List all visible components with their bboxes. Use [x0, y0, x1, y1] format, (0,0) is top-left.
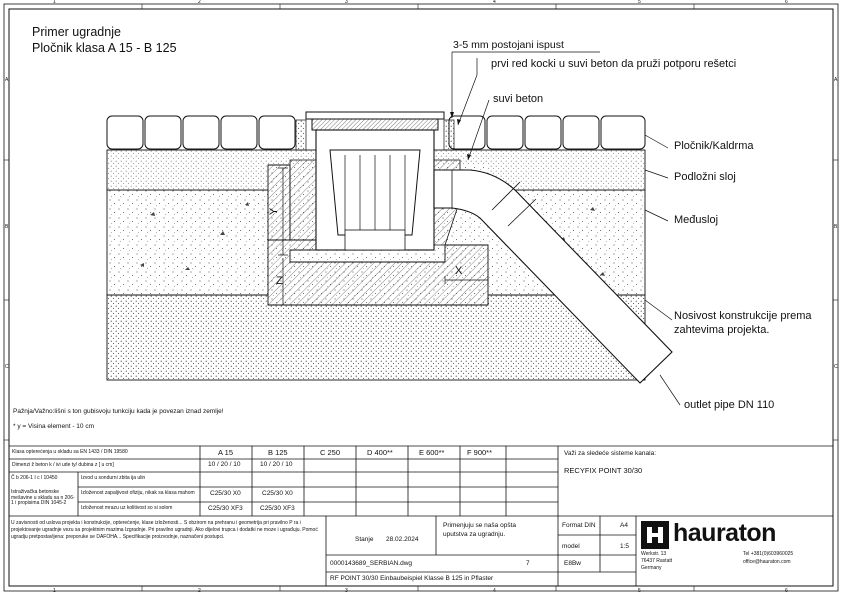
grid-row-a: A	[5, 77, 9, 83]
grid-col-5: 5	[638, 0, 641, 5]
grid-row-b-right: B	[834, 224, 838, 230]
dim-x-label: X	[455, 265, 463, 277]
grid-col-6: 6	[785, 0, 788, 5]
row4-b125: C25/30 XF3	[260, 505, 295, 512]
callout-dry-concrete: suvi beton	[493, 93, 544, 105]
class-e600: E 600**	[419, 448, 445, 457]
instructions-line-2: uputstva za ugradnju.	[443, 531, 506, 538]
grid-row-b: B	[5, 224, 9, 230]
grid-row-a-right: A	[834, 77, 838, 83]
grid-col-6-bottom: 6	[785, 588, 788, 594]
title-line-2: Pločnik klasa A 15 - B 125	[32, 41, 177, 55]
company-name: hauraton	[673, 519, 776, 547]
drawing-code: E8Bw	[564, 560, 581, 567]
grid-col-4-bottom: 4	[493, 588, 496, 594]
class-f900: F 900**	[467, 448, 493, 457]
side-label-b: Istraživačka betonske mešavine u skladu sa n 206-1 i propisima DIN 1045-2	[11, 489, 75, 506]
bearing-layer	[107, 295, 645, 380]
dim-z-label: Z	[276, 275, 283, 287]
file-name: 0000143689_SERBIAN.dwg	[330, 560, 413, 567]
callout-pavement: Pločnik/Kaldrma	[674, 140, 754, 152]
row1-label: Dimenzi ž beton k / ivi ude ty/ dubina z [ u cm]	[12, 462, 114, 468]
grating	[312, 118, 438, 130]
title-line-1: Primer ugradnje	[32, 25, 121, 39]
company-address-2: 76437 Rastatt	[641, 558, 673, 564]
row1-b125: 10 / 20 / 10	[260, 461, 293, 468]
callout-outlet: outlet pipe DN 110	[684, 399, 775, 411]
grid-col-2: 2	[198, 0, 201, 5]
warning-note: Pažnja/Važno:lišni s ton gubisvoju tunkciju kada je povezan iznad zemlje!	[13, 408, 224, 415]
callout-bearing-2: zahtevima projekta.	[674, 324, 770, 336]
class-b125: B 125	[268, 448, 288, 457]
footnote: U zavisnosti od uslova projekta i konstrukcije, opterećenje, klase izloženosti... S obzirom na prehranu i geometrija pri pravilno P ra i projektovanje ugradnje vezu sa projektnim mazima Izgradnje. Pri pravilno ugradnji. Ako dijelovi trupca i dodatki ne moze i ugrađuju. Pomoć ugradju pretpostavljena: preporuke se DAFOHA... Specifikacije proizvodnje, naznačeni postupci.	[11, 520, 318, 540]
row3-b125: C25/30 X0	[262, 490, 293, 497]
table-header-label: Klasa opterećenja u skladu sa EN 1433 / DIN 19580	[12, 449, 128, 455]
model-label: model	[562, 543, 580, 550]
hauraton-logo-mark	[641, 521, 669, 549]
format-value: A4	[620, 522, 628, 529]
grid-col-5-bottom: 5	[638, 588, 641, 594]
drawing-title: RF POINT 30/30 Einbaubeispiel Klasse B 125 in Pflaster	[330, 575, 494, 582]
grating-frame	[306, 112, 444, 119]
page-number: 7	[526, 560, 530, 567]
dim-y-label: Y	[268, 207, 281, 216]
grid-col-1-bottom: 1	[53, 588, 56, 594]
company-address-3: Germany	[641, 565, 662, 571]
grid-row-c-right: C	[834, 364, 838, 370]
grid-row-c: C	[5, 364, 9, 370]
scale-value: 1:5	[620, 543, 630, 550]
system-label: Važi za sledeće sisteme kanala:	[564, 450, 657, 457]
system-value: RECYFIX POINT 30/30	[564, 466, 643, 475]
format-label: Format DIN	[562, 522, 596, 529]
grid-col-2-bottom: 2	[198, 588, 201, 594]
date-value: 28.02.2024	[386, 536, 419, 543]
stanje-label: Stanje	[355, 536, 374, 543]
row3-label: Izloženost zapaljivost ofiziju, nikak sa klasa mahom	[81, 490, 195, 496]
height-note: * y = Visina element - 10 cm	[13, 423, 94, 430]
dry-concrete-right	[444, 120, 454, 150]
left-haunch	[268, 165, 290, 240]
grid-col-3-bottom: 3	[345, 588, 348, 594]
callout-gap: 3-5 mm postojani ispust	[453, 39, 564, 51]
class-a15: A 15	[218, 448, 234, 457]
row3-a15: C25/30 X0	[210, 490, 241, 497]
title-block-lines	[9, 446, 833, 586]
company-phone: Tel +381(0)603960025	[743, 551, 794, 557]
class-c250: C 250	[320, 448, 341, 457]
grid-col-4: 4	[493, 0, 496, 5]
row4-label: Izloženost mrazu uz kolitivost so si solom	[81, 505, 173, 511]
row1-a15: 10 / 20 / 10	[208, 461, 241, 468]
row4-a15: C25/30 XF3	[208, 505, 243, 512]
instructions-line-1: Primenjuju se naša opšta	[443, 522, 516, 529]
bucket-base	[345, 230, 405, 250]
dry-concrete-left	[296, 120, 306, 150]
callout-interlayer: Međusloj	[674, 214, 719, 226]
callout-base: Podložni sloj	[674, 171, 736, 183]
row2-label: Izvod u sondurni zbita ija ulin	[81, 475, 146, 481]
callout-bearing-1: Nosivost konstrukcije prema	[674, 310, 812, 322]
grid-col-1: 1	[53, 0, 56, 5]
side-label-a: Č b 206-1 I c l 10450	[11, 475, 58, 481]
company-email: office@hauraton.com	[743, 559, 791, 565]
callout-first-row: prvi red kocki u suvi beton da pruži potporu rešetci	[491, 58, 737, 70]
class-d400: D 400**	[367, 448, 393, 457]
company-address-1: Werkstr. 13	[641, 551, 667, 557]
grid-col-3: 3	[345, 0, 348, 5]
